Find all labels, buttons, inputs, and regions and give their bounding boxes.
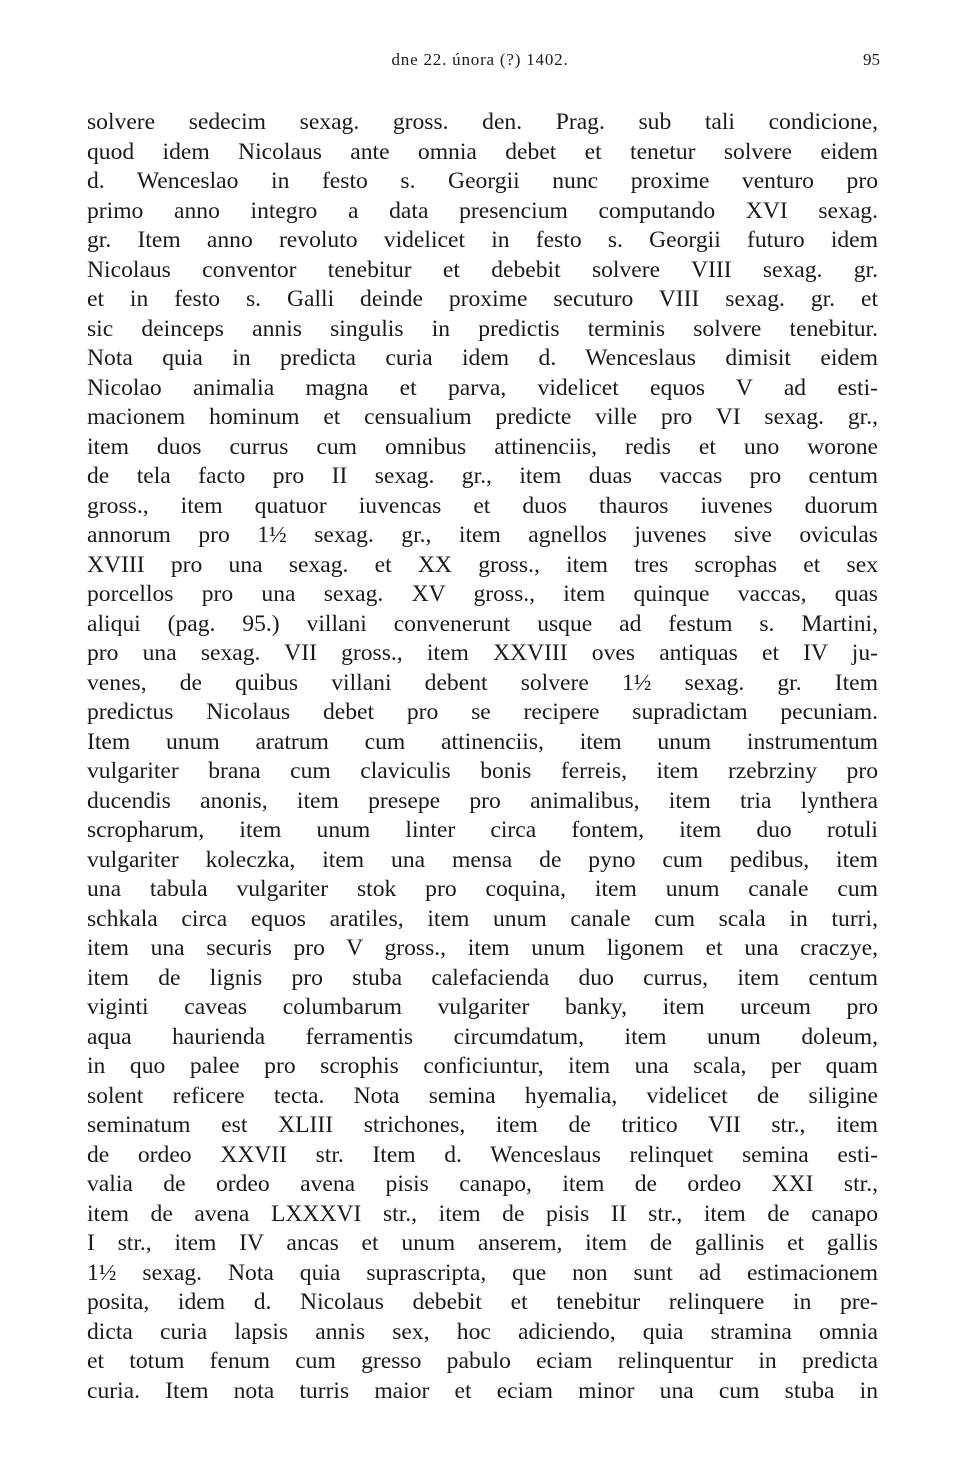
text-line: solent reficere tecta. Nota semina hyemalia, videlicet de siligine: [87, 1082, 878, 1109]
page-number: 95: [863, 50, 880, 69]
text-line: aqua haurienda ferramentis circumdatum, item unum doleum,: [87, 1023, 878, 1050]
text-line: item de avena LXXXVI str., item de pisis II str., item de canapo: [87, 1200, 878, 1227]
text-line: gross., item quatuor iuvencas et duos thauros iuvenes duorum: [87, 492, 878, 519]
text-line: de tela facto pro II sexag. gr., item duas vaccas pro centum: [87, 463, 878, 489]
text-line: curia. Item nota turris maior et eciam minor una cum stuba in: [87, 1377, 878, 1404]
text-line: item duos currus cum omnibus attinenciis, redis et uno worone: [87, 433, 878, 460]
text-line: gr. Item anno revoluto videlicet in festo s. Georgii futuro idem: [87, 227, 878, 253]
text-line: pro una sexag. VII gross., item XXVIII oves antiquas et IV ju-: [87, 640, 878, 666]
text-line: ducendis anonis, item presepe pro animalibus, item tria lynthera: [87, 787, 878, 814]
text-line: 1½ sexag. Nota quia suprascripta, que non sunt ad estimacionem: [87, 1259, 878, 1286]
text-line: posita, idem d. Nicolaus debebit et tenebitur relinquere in pre-: [87, 1289, 878, 1315]
text-line: XVIII pro una sexag. et XX gross., item tres scrophas et sex: [87, 551, 878, 578]
text-line: valia de ordeo avena pisis canapo, item de ordeo XXI str.,: [87, 1171, 878, 1197]
text-line: sic deinceps annis singulis in predictis terminis solvere tenebitur.: [87, 315, 878, 342]
text-line: Nicolao animalia magna et parva, videlicet equos V ad esti-: [87, 374, 878, 401]
text-line: viginti caveas columbarum vulgariter banky, item urceum pro: [87, 994, 878, 1020]
text-line: d. Wenceslao in festo s. Georgii nunc proxime venturo pro: [87, 168, 878, 194]
page-header-title: dne 22. února (?) 1402.: [391, 50, 569, 69]
text-line: una tabula vulgariter stok pro coquina, item unum canale cum: [87, 876, 878, 902]
text-line: et totum fenum cum gresso pabulo eciam relinquentur in predicta: [87, 1348, 878, 1374]
text-line: Item unum aratrum cum attinenciis, item unum instrumentum: [87, 728, 878, 755]
text-line: et in festo s. Galli deinde proxime secuturo VIII sexag. gr. et: [87, 286, 878, 312]
text-line: venes, de quibus villani debent solvere 1½ sexag. gr. Item: [87, 669, 878, 696]
text-line: primo anno integro a data presencium computando XVI sexag.: [87, 197, 878, 224]
text-line: annorum pro 1½ sexag. gr., item agnellos juvenes sive oviculas: [87, 522, 878, 548]
text-line: quod idem Nicolaus ante omnia debet et tenetur solvere eidem: [87, 138, 878, 165]
text-line: Nicolaus conventor tenebitur et debebit solvere VIII sexag. gr.: [87, 256, 878, 283]
text-line: item una securis pro V gross., item unum ligonem et una craczye,: [87, 935, 878, 961]
body-text: [87, 108, 878, 1406]
text-line: in quo palee pro scrophis conficiuntur, item una scala, per quam: [87, 1053, 878, 1079]
text-line: seminatum est XLIII strichones, item de tritico VII str., item: [87, 1112, 878, 1138]
text-line: solvere sedecim sexag. gross. den. Prag. sub tali condicione,: [87, 109, 878, 135]
text-line: item de lignis pro stuba calefacienda duo currus, item centum: [87, 964, 878, 991]
text-line: aliqui (pag. 95.) villani convenerunt usque ad festum s. Martini,: [87, 610, 878, 637]
text-line: de ordeo XXVII str. Item d. Wenceslaus relinquet semina esti-: [87, 1141, 878, 1168]
text-line: dicta curia lapsis annis sex, hoc adiciendo, quia stramina omnia: [87, 1318, 878, 1345]
text-line: vulgariter koleczka, item una mensa de pyno cum pedibus, item: [87, 846, 878, 873]
text-line: vulgariter brana cum claviculis bonis ferreis, item rzebrziny pro: [87, 758, 878, 784]
text-line: I str., item IV ancas et unum anserem, item de gallinis et gallis: [87, 1230, 878, 1256]
text-line: Nota quia in predicta curia idem d. Wenceslaus dimisit eidem: [87, 345, 878, 371]
text-line: predictus Nicolaus debet pro se recipere supradictam pecuniam.: [87, 699, 878, 725]
text-line: porcellos pro una sexag. XV gross., item quinque vaccas, quas: [87, 581, 878, 607]
text-line: schkala circa equos aratiles, item unum canale cum scala in turri,: [87, 905, 878, 932]
running-head: [0, 48, 960, 72]
text-line: macionem hominum et censualium predicte ville pro VI sexag. gr.,: [87, 404, 878, 430]
text-line: scropharum, item unum linter circa fontem, item duo rotuli: [87, 817, 878, 843]
